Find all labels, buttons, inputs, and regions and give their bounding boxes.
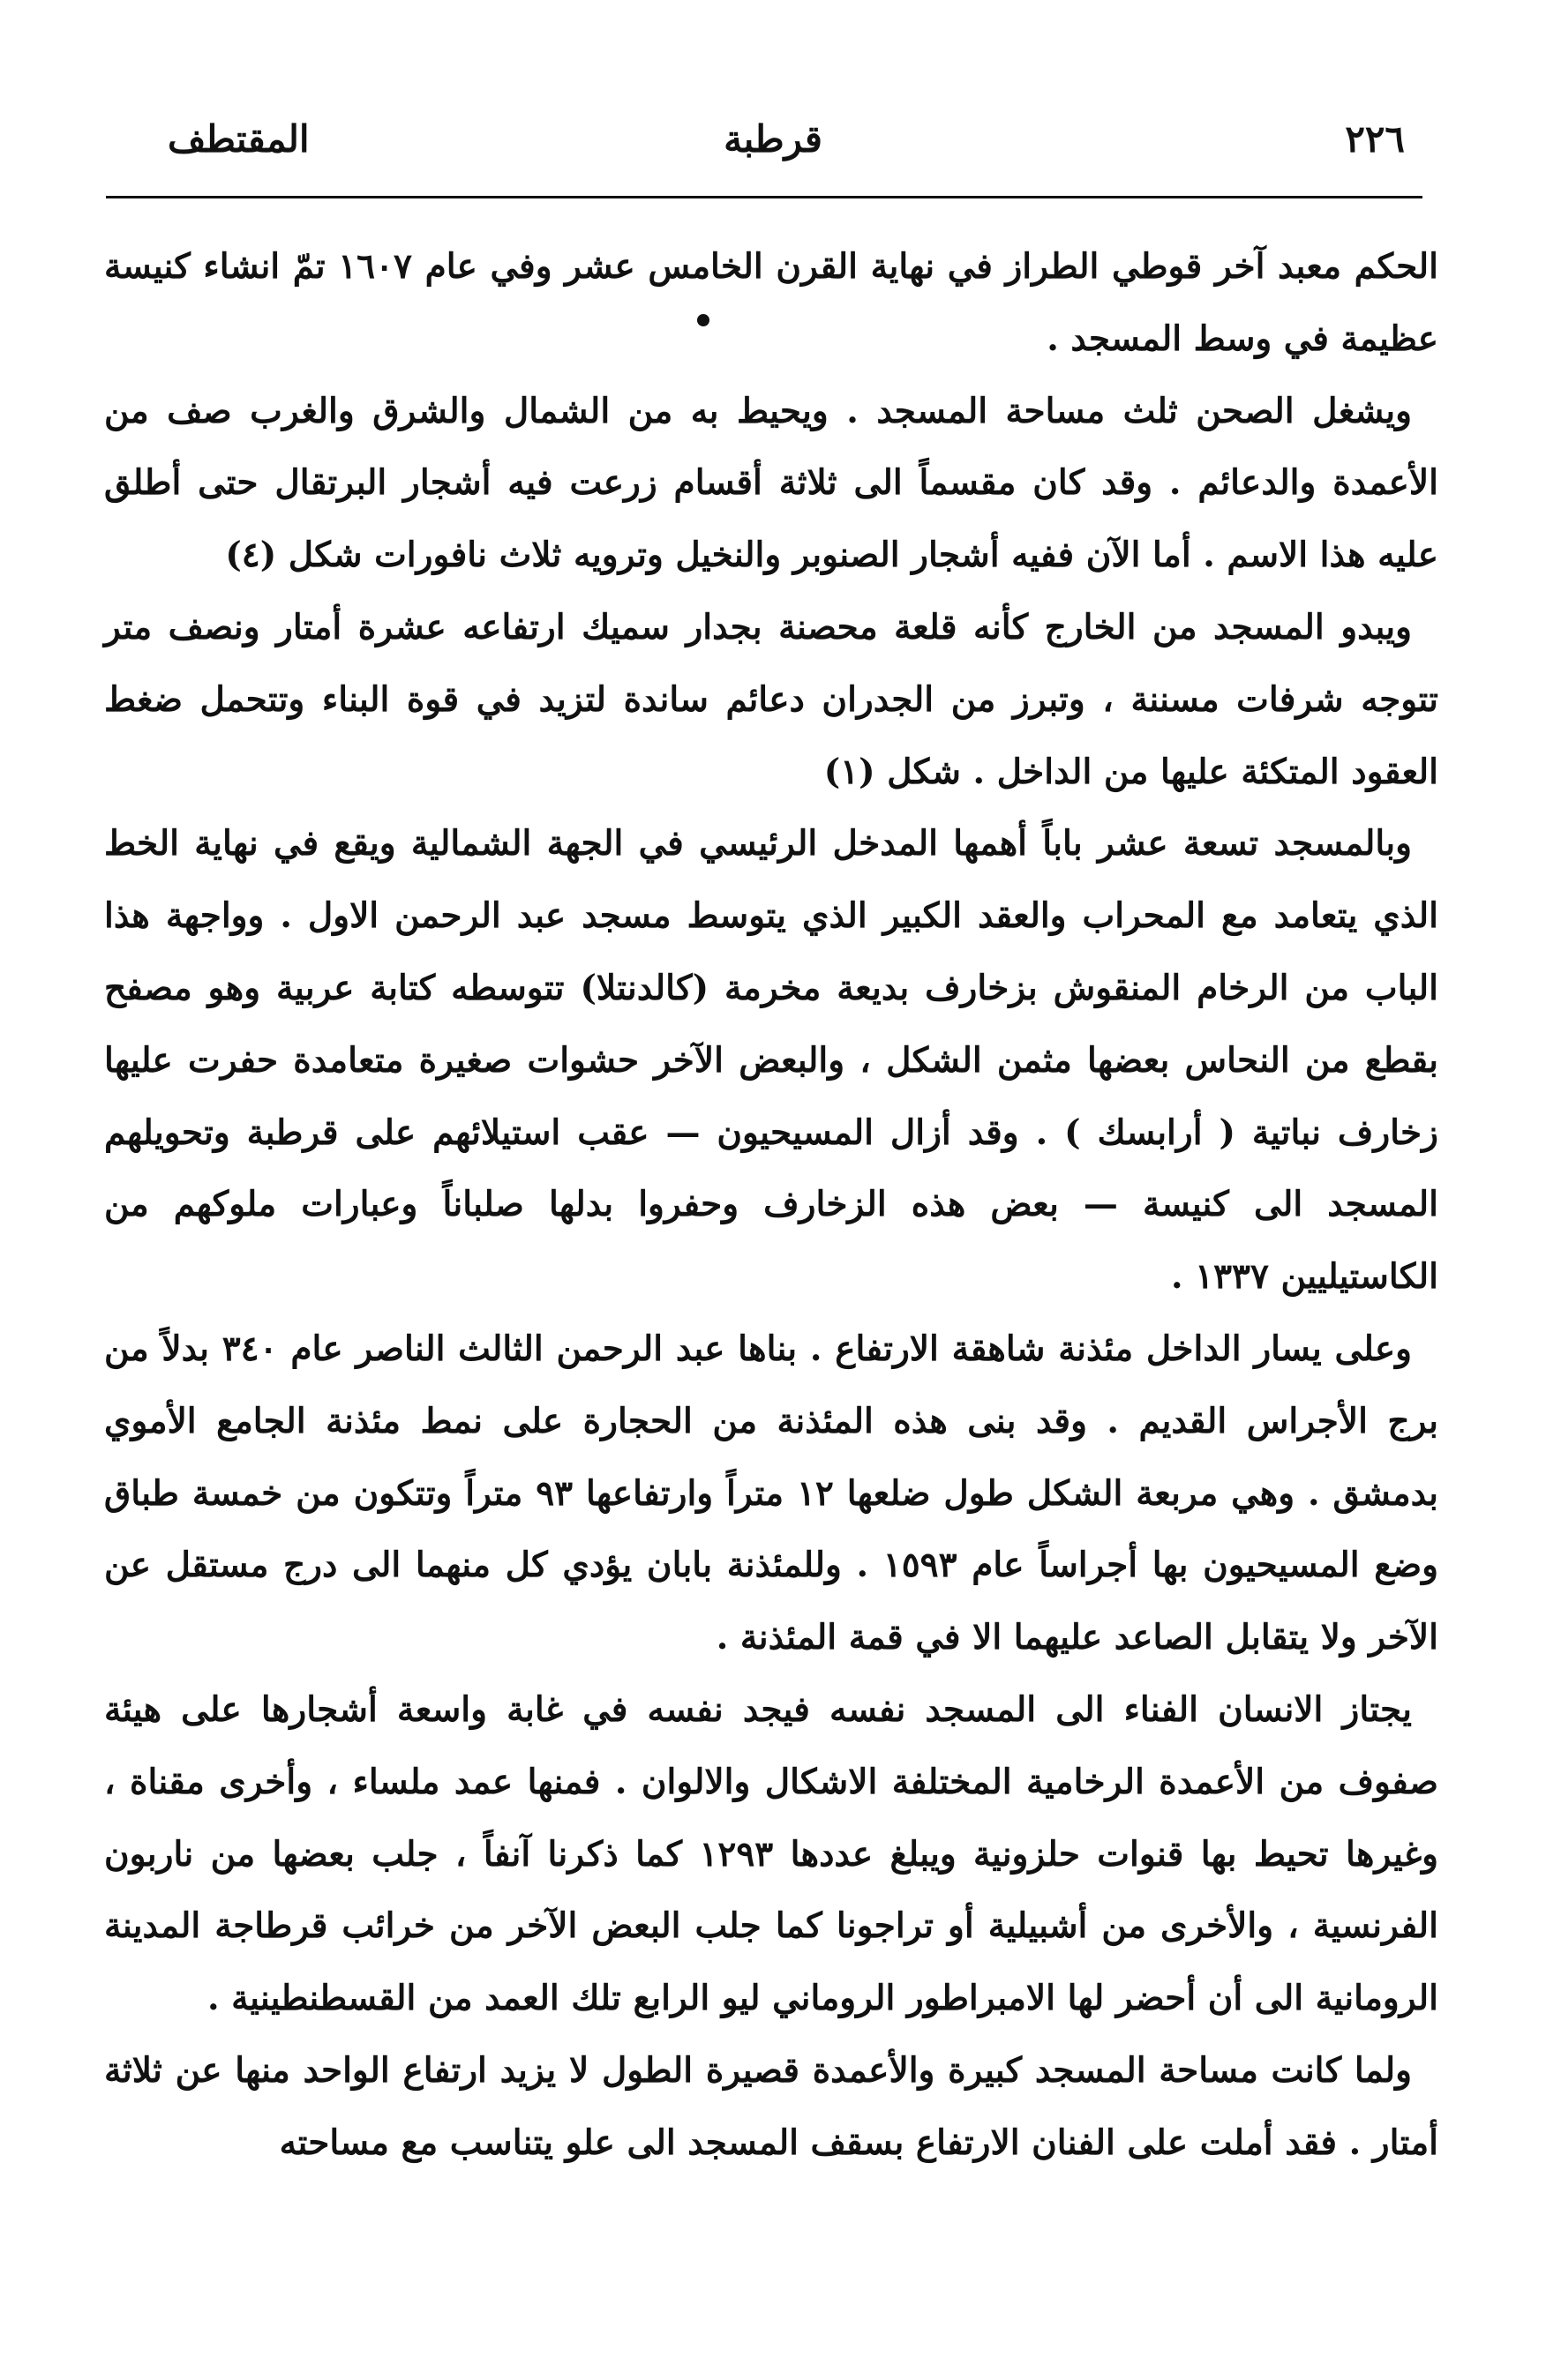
paragraph-columns: يجتاز الانسان الفناء الى المسجد نفسه فيجد نفسه في غابة واسعة أشجارها على هيئة صفوف من الأعمدة الرخامية المختلفة الاشكال والالوان . فمنها عمد ملساء ، وأخرى مقناة ، وغيرها تحيط بها قنوات حلزونية ويبلغ عددها ١٢٩٣ كما ذكرنا آنفاً ، جلب بعضها من ناربون الفرنسية ، والأخرى من أشبيلية أو تراجونا كما جلب البعض الآخر من خرائب قرطاجة المدينة الرومانية الى أن أحضر لها الامبراطور الروماني ليو الرابع تلك العمد من القسطنطينية .	[104, 1688, 1438, 2019]
journal-name: المقتطف	[168, 117, 310, 161]
header-rule	[106, 196, 1422, 198]
running-header	[106, 104, 1440, 175]
paragraph-doors: وبالمسجد تسعة عشر باباً أهمها المدخل الرئيسي في الجهة الشمالية ويقع في نهاية الخط الذي يتعامد مع المحراب والعقد الكبير الذي يتوسط مسجد عبد الرحمن الاول . وواجهة هذا الباب من الرخام المنقوش بزخارف بديعة مخرمة (كالدنتلا) تتوسطه كتابة عربية وهو مصفح بقطع من النحاس بعضها مثمن الشكل ، والبعض الآخر حشوات صغيرة متعامدة حفرت عليها زخارف نباتية ( أرابسك ) . وقد أزال المسيحيون — عقب استيلائهم على قرطبة وتحويلهم المسجد الى كنيسة — بعض هذه الزخارف وحفروا بدلها صلباناً وعبارات ملوكهم من الكاستيليين ١٣٣٧ .	[104, 823, 1438, 1298]
paragraph-minaret: وعلى يسار الداخل مئذنة شاهقة الارتفاع . بناها عبد الرحمن الثالث الناصر عام ٣٤٠ بدلاً من برج الأجراس القديم . وقد بنى هذه المئذنة من الحجارة على نمط مئذنة الجامع الأموي بدمشق . وهي مربعة الشكل طول ضلعها ١٢ متراً وارتفاعها ٩٣ متراً وتتكون من خمسة طباق وضع المسيحيون بها أجراساً عام ١٥٩٣ . وللمئذنة بابان يؤدي كل منهما الى درج مستقل عن الآخر ولا يتقابل الصاعد عليهما الا في قمة المئذنة .	[104, 1328, 1439, 1658]
paragraph-ceiling: ولما كانت مساحة المسجد كبيرة والأعمدة قصيرة الطول لا يزيد ارتفاع الواحد منها عن ثلاثة أمتار . فقد أملت على الفنان الارتفاع بسقف المسجد الى علو يتناسب مع مساحته	[104, 2049, 1438, 2163]
paragraph-continued: الحكم معبد آخر قوطي الطراز في نهاية القرن الخامس عشر وفي عام ١٦٠٧ تمّ انشاء كنيسة عظيمة في وسط المسجد .	[104, 246, 1438, 359]
paragraph-exterior: ويبدو المسجد من الخارج كأنه قلعة محصنة بجدار سميك ارتفاعه عشرة أمتار ونصف متر تتوجه شرفات مسننة ، وتبرز من الجدران دعائم ساندة لتزيد في قوة البناء وتتحمل ضغط العقود المتكئة عليها من الداخل . شكل (١)	[104, 606, 1438, 792]
article-body	[104, 231, 1438, 2180]
page-number: ٢٢٦	[1345, 117, 1405, 161]
paragraph-courtyard: ويشغل الصحن ثلث مساحة المسجد . ويحيط به من الشمال والشرق والغرب صف من الأعمدة والدعائم . وقد كان مقسماً الى ثلاثة أقسام زرعت فيه أشجار البرتقال حتى أطلق عليه هذا الاسم . أما الآن ففيه أشجار الصنوبر والنخيل وترويه ثلاث نافورات شكل (٤)	[104, 390, 1438, 576]
article-title: قرطبة	[724, 117, 822, 161]
